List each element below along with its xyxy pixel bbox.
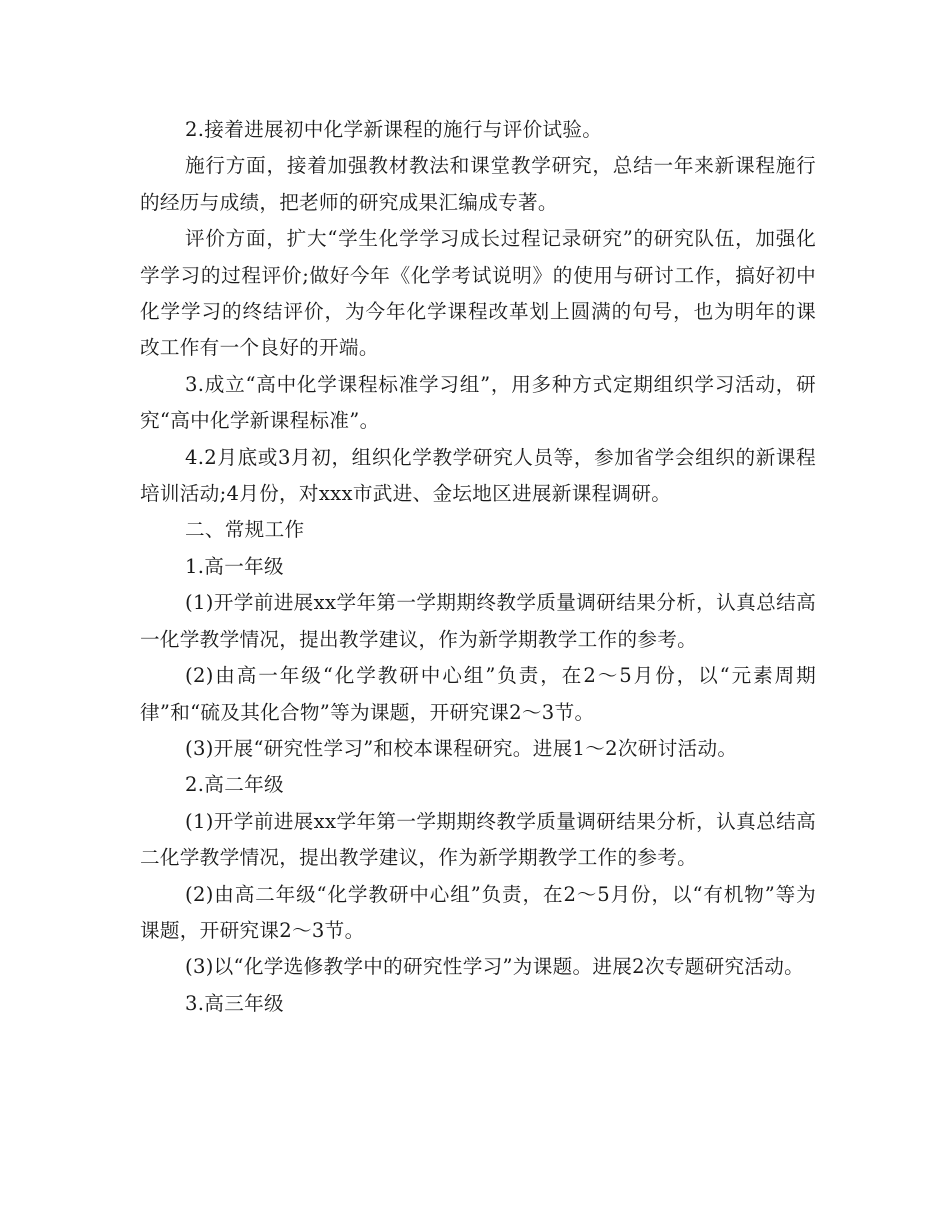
subheading-grade-1: 1.高一年级	[185, 554, 284, 578]
paragraph-12: (1)开学前进展xx学年第一学期期终教学质量调研结果分析，认真总结高二化学教学情况，提出教学建议，作为新学期教学工作的参考。	[140, 809, 816, 870]
paragraph-13: (2)由高二年级“化学教研中心组”负责，在2～5月份，以“有机物”等为课题，开研究课2～3节。	[140, 882, 816, 942]
subheading-grade-2: 2.高二年级	[185, 773, 284, 797]
document-page	[140, 112, 816, 1022]
paragraph-4: 3.成立“高中化学课程标准学习组”，用多种方式定期组织学习活动，研究“高中化学新课程标准”。	[140, 372, 816, 433]
section-heading: 二、常规工作	[185, 518, 305, 542]
subheading-grade-3: 3.高三年级	[185, 991, 284, 1015]
paragraph-14: (3)以“化学选修教学中的研究性学习”为课题。进展2次专题研究活动。	[185, 955, 805, 979]
paragraph-3: 评价方面，扩大“学生化学学习成长过程记录研究”的研究队伍，加强化学学习的过程评价;做好今年《化学考试说明》的使用与研讨工作，搞好初中化学学习的终结评价，为今年化学课程改革划上圆满的句号，也为明年的课改工作有一个良好的开端。	[140, 227, 816, 360]
paragraph-5: 4.2月底或3月初，组织化学教学研究人员等，参加省学会组织的新课程培训活动;4月份，对xxx市武进、金坛地区进展新课程调研。	[140, 445, 816, 506]
paragraph-8: (1)开学前进展xx学年第一学期期终教学质量调研结果分析，认真总结高一化学教学情况，提出教学建议，作为新学期教学工作的参考。	[140, 591, 816, 651]
paragraph-10: (3)开展“研究性学习”和校本课程研究。进展1～2次研讨活动。	[185, 736, 738, 760]
paragraph-2: 施行方面，接着加强教材教法和课堂教学研究，总结一年来新课程施行的经历与成绩，把老师的研究成果汇编成专著。	[140, 154, 816, 214]
paragraph-9: (2)由高一年级“化学教研中心组”负责，在2～5月份，以“元素周期律”和“硫及其化合物”等为课题，开研究课2～3节。	[140, 664, 816, 724]
paragraph-1: 2.接着进展初中化学新课程的施行与评价试验。	[185, 118, 603, 141]
